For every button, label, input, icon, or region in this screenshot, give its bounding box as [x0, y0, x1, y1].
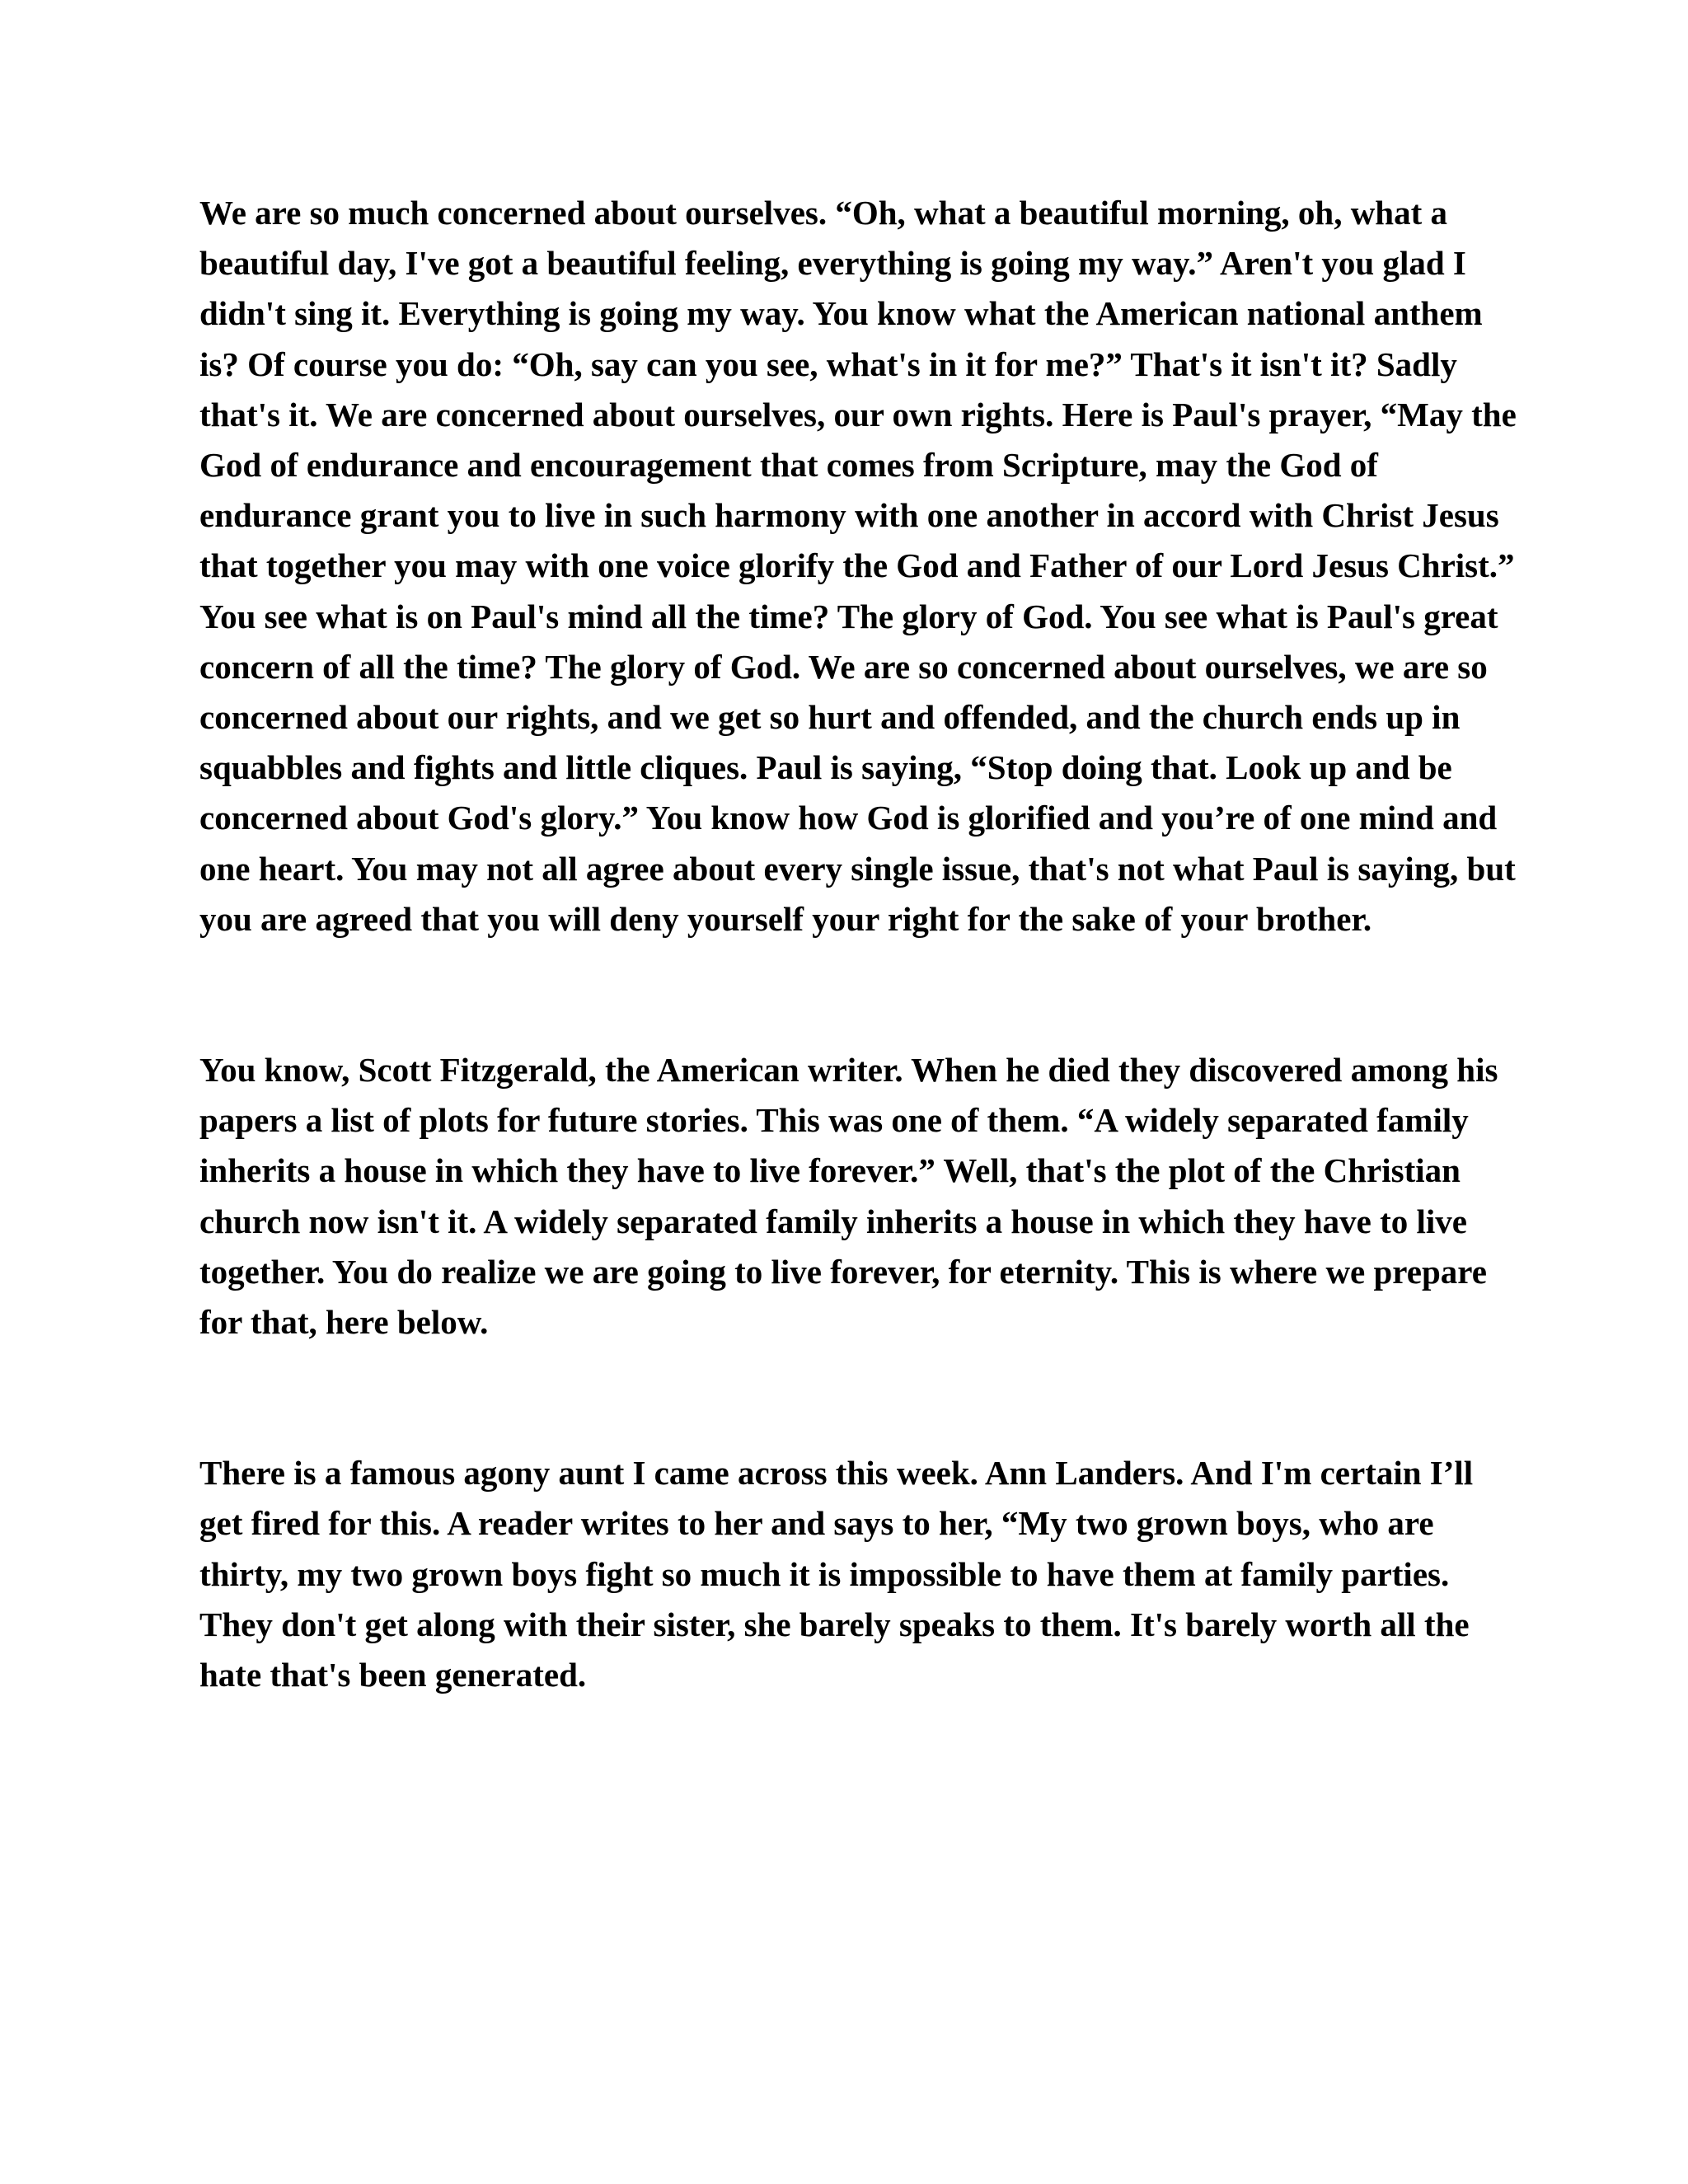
- document-body: [199, 188, 1518, 1700]
- paragraph-1: We are so much concerned about ourselves. “Oh, what a beautiful morning, oh, what a beautiful day, I've got a beautiful feeling, everything is going my way.” Aren't you glad I didn't sing it. Everything is going my way. You know what the American national anthem is? Of course you do: “Oh, say can you see, what's in it for me?” That's it isn't it? Sadly that's it. We are concerned about ourselves, our own rights. Here is Paul's prayer, “May the God of endurance and encouragement that comes from Scripture, may the God of endurance grant you to live in such harmony with one another in accord with Christ Jesus that together you may with one voice glorify the God and Father of our Lord Jesus Christ.” You see what is on Paul's mind all the time? The glory of God. You see what is Paul's great concern of all the time? The glory of God. We are so concerned about ourselves, we are so concerned about our rights, and we get so hurt and offended, and the church ends up in squabbles and fights and little cliques. Paul is saying, “Stop doing that. Look up and be concerned about God's glory.” You know how God is glorified and you’re of one mind and one heart. You may not all agree about every single issue, that's not what Paul is saying, but you are agreed that you will deny yourself your right for the sake of your brother.: [199, 194, 1517, 938]
- paragraph-2: You know, Scott Fitzgerald, the American writer. When he died they discovered among his papers a list of plots for future stories. This was one of them. “A widely separated family inherits a house in which they have to live forever.” Well, that's the plot of the Christian church now isn't it. A widely separated family inherits a house in which they have to live together. You do realize we are going to live forever, for eternity. This is where we prepare for that, here below.: [199, 1051, 1498, 1342]
- paragraph-3: There is a famous agony aunt I came across this week. Ann Landers. And I'm certain I’ll get fired for this. A reader writes to her and says to her, “My two grown boys, who are thirty, my two grown boys fight so much it is impossible to have them at family parties. They don't get along with their sister, she barely speaks to them. It's barely worth all the hate that's been generated.: [199, 1454, 1474, 1694]
